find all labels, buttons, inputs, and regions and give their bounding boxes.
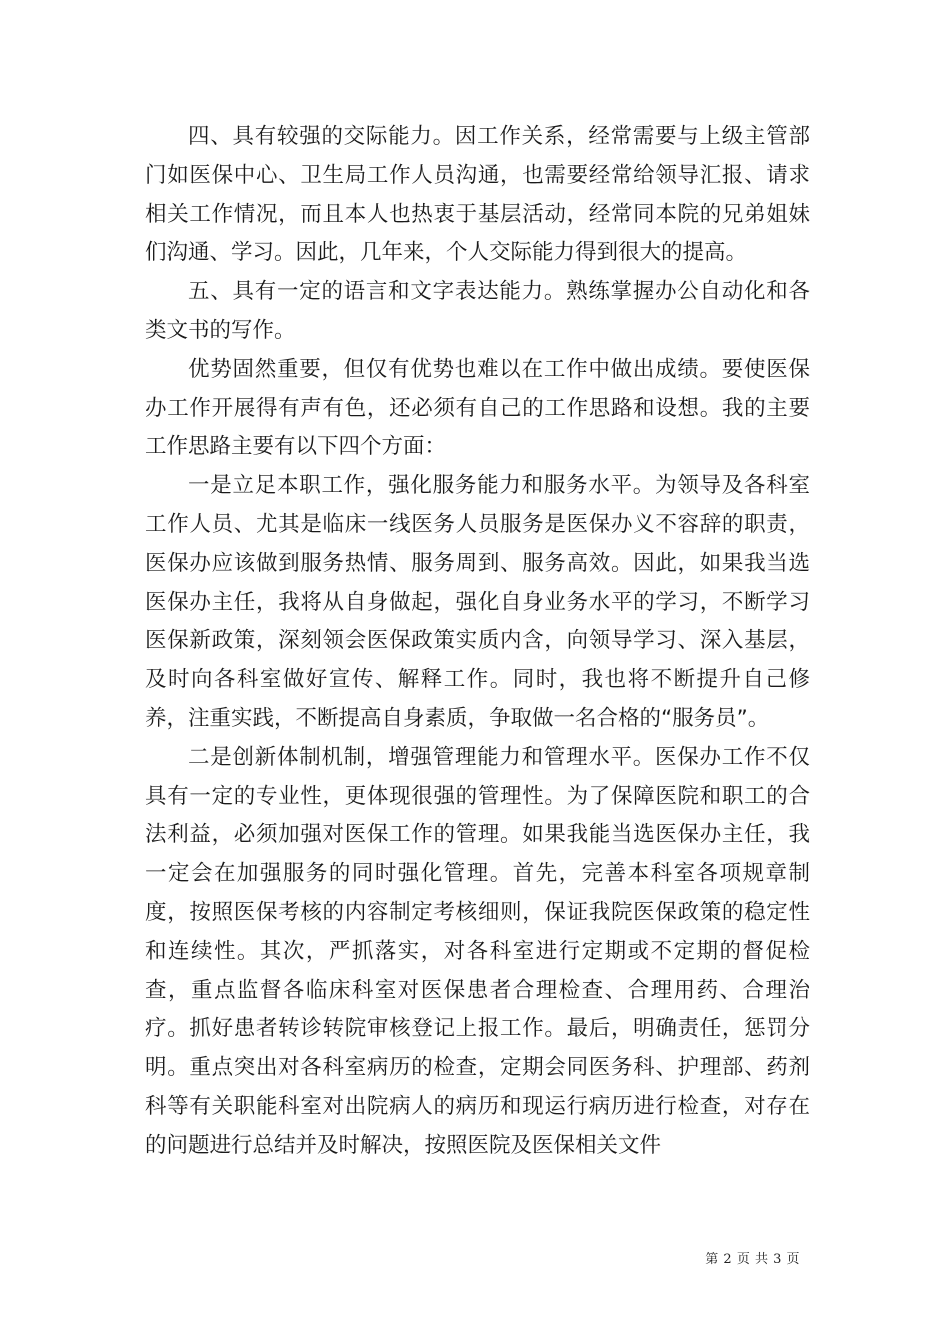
paragraph-3: 优势固然重要，但仅有优势也难以在工作中做出成绩。要使医保办工作开展得有声有色，还必须有自己的工作思路和设想。我的主要工作思路主要有以下四个方面：	[145, 356, 810, 460]
document-body	[145, 118, 810, 1166]
paragraph-1: 四、具有较强的交际能力。因工作关系，经常需要与上级主管部门如医保中心、卫生局工作人员沟通，也需要经常给领导汇报、请求相关工作情况，而且本人也热衷于基层活动，经常同本院的兄弟姐妹们沟通、学习。因此，几年来，个人交际能力得到很大的提高。	[145, 124, 810, 266]
paragraph-2: 五、具有一定的语言和文字表达能力。熟练掌握办公自动化和各类文书的写作。	[145, 279, 810, 343]
page-number: 第 2 页 共 3 页	[705, 1252, 800, 1267]
paragraph-5: 二是创新体制机制，增强管理能力和管理水平。医保办工作不仅具有一定的专业性，更体现很强的管理性。为了保障医院和职工的合法利益，必须加强对医保工作的管理。如果我能当选医保办主任，我一定会在加强服务的同时强化管理。首先，完善本科室各项规章制度，按照医保考核的内容制定考核细则，保证我院医保政策的稳定性和连续性。其次，严抓落实，对各科室进行定期或不定期的督促检查，重点监督各临床科室对医保患者合理检查、合理用药、合理治疗。抓好患者转诊转院审核登记上报工作。最后，明确责任，惩罚分明。重点突出对各科室病历的检查，定期会同医务科、护理部、药剂科等有关职能科室对出院病人的病历和现运行病历进行检查，对存在的问题进行总结并及时解决，按照医院及医保相关文件	[145, 744, 810, 1158]
paragraph-4: 一是立足本职工作，强化服务能力和服务水平。为领导及各科室工作人员、尤其是临床一线医务人员服务是医保办义不容辞的职责，医保办应该做到服务热情、服务周到、服务高效。因此，如果我当选医保办主任，我将从自身做起，强化自身业务水平的学习，不断学习医保新政策，深刻领会医保政策实质内含，向领导学习、深入基层，及时向各科室做好宣传、解释工作。同时，我也将不断提升自己修养，注重实践，不断提高自身素质，争取做一名合格的“服务员”。	[145, 473, 810, 731]
